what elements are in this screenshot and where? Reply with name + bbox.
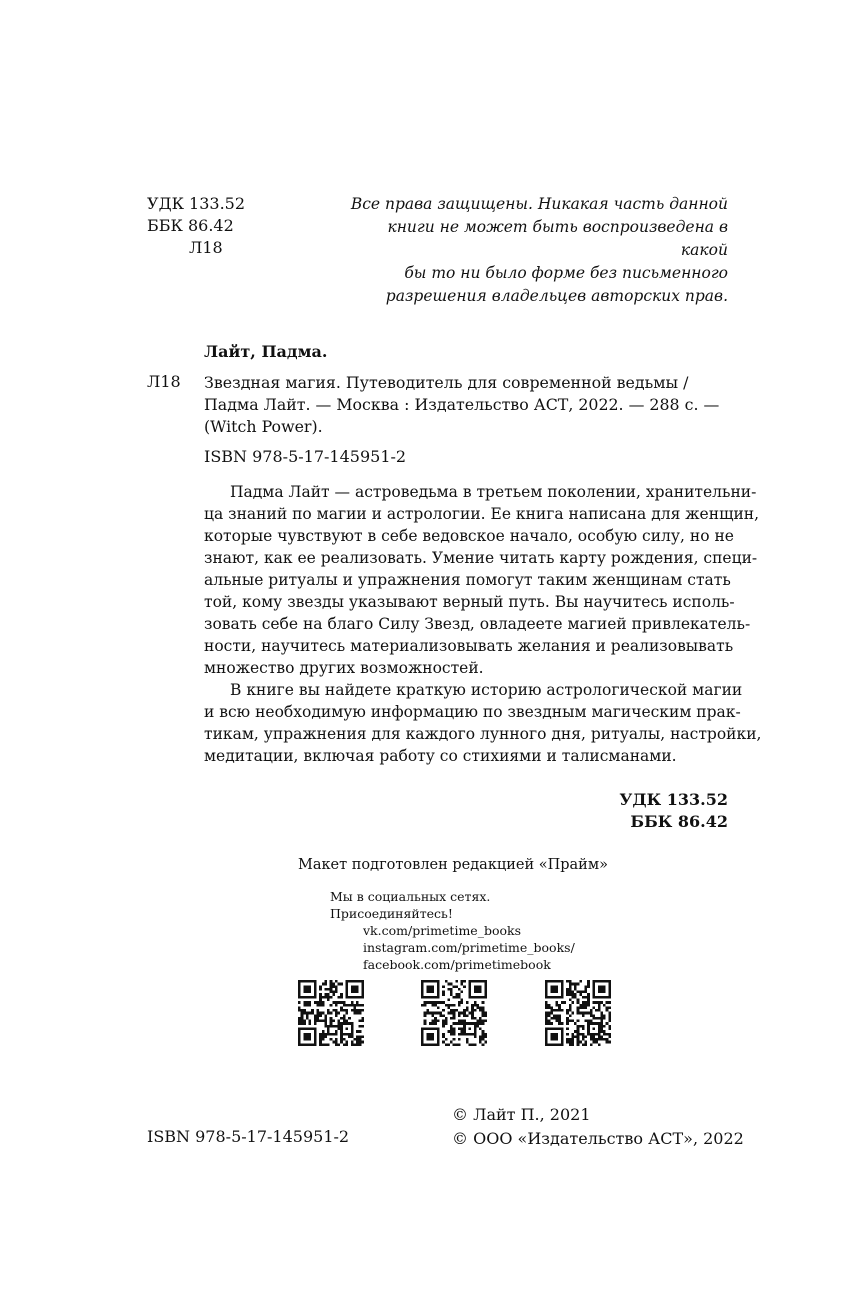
cipher: Л18 [147,372,181,391]
facebook-link[interactable]: facebook.com/primetimebook [363,957,551,972]
prepared-by: Макет подготовлен редакцией «Прайм» [298,857,608,873]
instagram-link[interactable]: instagram.com/primetime_books/ [363,940,575,955]
classification-codes-right [619,789,728,833]
udk-code-right: УДК 133.52 [619,790,728,809]
rights-line: бы то ни было форме без письменного [404,264,728,282]
social-block [330,888,575,973]
annotation-line: В книге вы найдете краткую историю астрологической магии [230,681,743,699]
annotation-line: той, кому звезды указывают верный путь. Вы научитесь исполь- [204,593,735,611]
isbn-bottom: ISBN 978-5-17-145951-2 [147,1127,350,1146]
annotation-line: зовать себе на благо Силу Звезд, овладеете магией привлекатель- [204,615,751,633]
bbk-code: ББК 86.42 [147,216,234,235]
biblio-line: (Witch Power). [204,417,323,436]
bbk-code-right: ББК 86.42 [630,812,728,831]
annotation-line: Падма Лайт — астроведьма в третьем поколении, хранительни- [230,483,757,501]
rights-line: Все права защищены. Никакая часть данной [350,195,728,213]
author-mark: Л18 [189,238,223,257]
isbn-top: ISBN 978-5-17-145951-2 [204,447,407,466]
annotation-line: альные ритуалы и упражнения помогут таким женщинам стать [204,571,731,589]
udk-code: УДК 133.52 [147,194,246,213]
vk-link[interactable]: vk.com/primetime_books [363,923,521,938]
annotation [204,481,762,767]
rights-line: разрешения владельцев авторских прав. [385,287,728,305]
annotation-line: множество других возможностей. [204,659,484,677]
qr-code-facebook[interactable] [545,980,611,1046]
classification-codes [147,193,245,259]
annotation-line: которые чувствуют в себе ведовское начало, особую силу, но не [204,527,734,545]
rights-line: книги не может быть воспроизведена в какой [387,218,728,259]
rights-notice [340,193,728,308]
annotation-line: тикам, упражнения для каждого лунного дня, ритуалы, настройки, [204,725,762,743]
qr-code-vk[interactable] [298,980,364,1046]
annotation-line: ности, научитесь материализовывать желания и реализовывать [204,637,734,655]
qr-code-instagram[interactable] [421,980,487,1046]
biblio-line: Падма Лайт. — Москва : Издательство АСТ, 2022. — 288 с. — [204,395,720,414]
annotation-line: и всю необходимую информацию по звездным магическим прак- [204,703,741,721]
annotation-line: медитации, включая работу со стихиями и талисманами. [204,747,677,765]
bibliographic-record [204,372,728,438]
author-heading: Лайт, Падма. [204,342,328,361]
copyright-publisher: © ООО «Издательство АСТ», 2022 [452,1129,744,1148]
annotation-line: знают, как ее реализовать. Умение читать карту рождения, специ- [204,549,758,567]
biblio-line: Звездная магия. Путеводитель для современной ведьмы / [204,373,689,392]
copyright-block [452,1103,744,1151]
social-heading: Мы в социальных сетях. [330,889,491,904]
copyright-author: © Лайт П., 2021 [452,1105,591,1124]
social-join: Присоединяйтесь! [330,906,453,921]
annotation-line: ца знаний по магии и астрологии. Ее книга написана для женщин, [204,505,760,523]
